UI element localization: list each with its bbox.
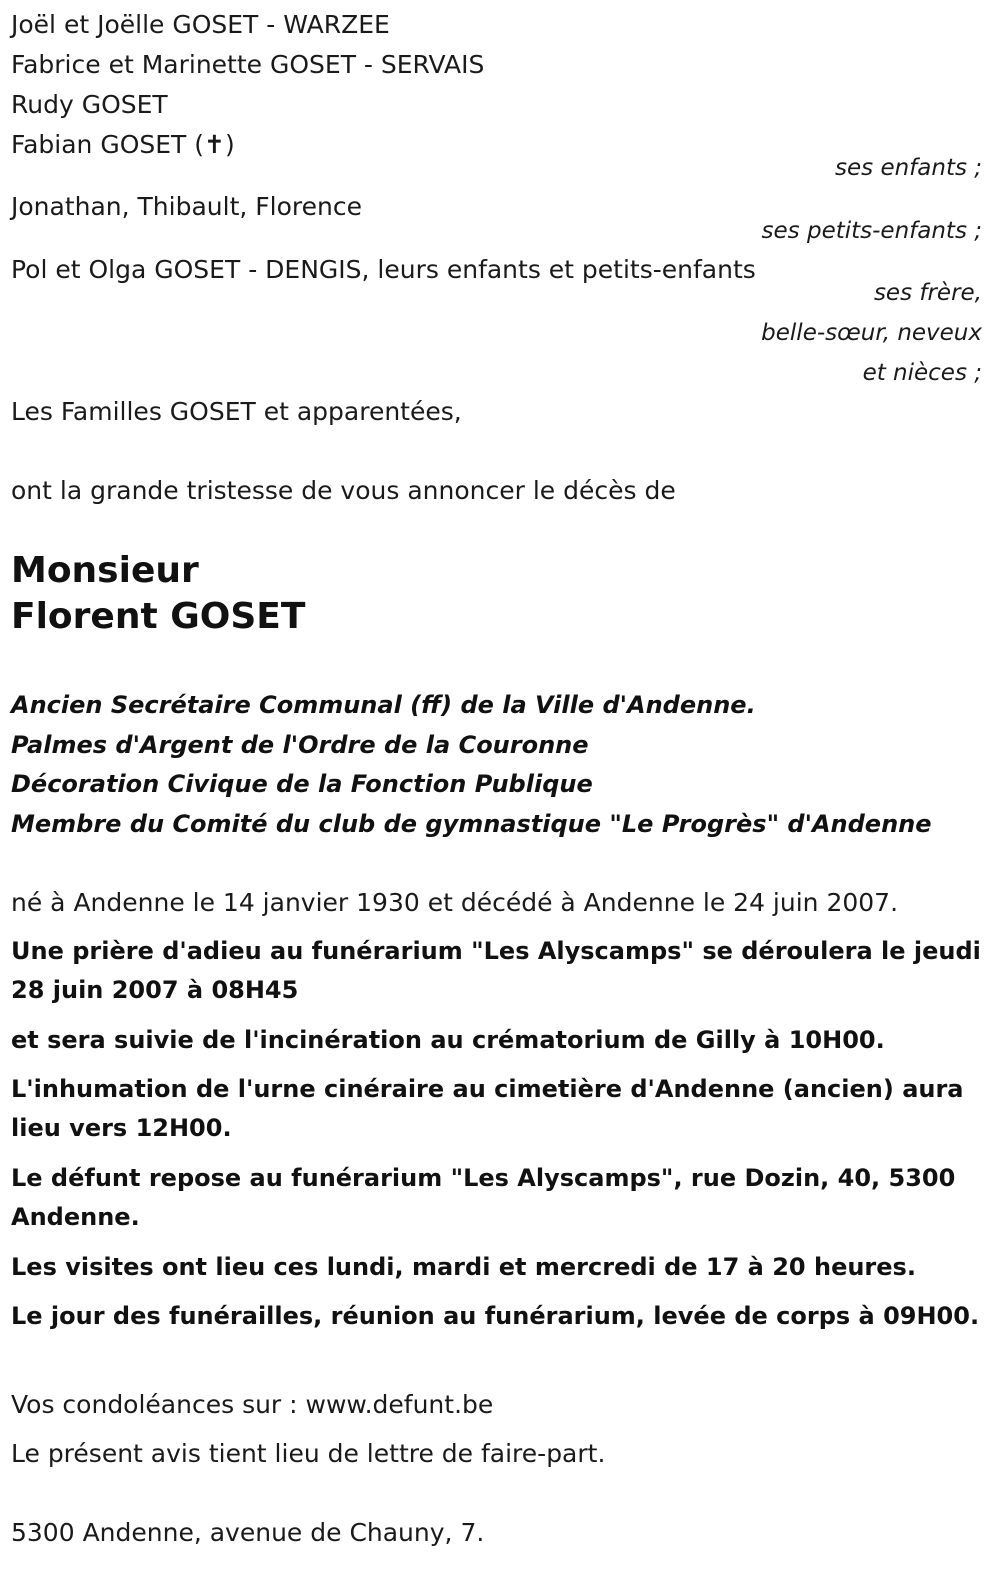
address-line: 5300 Andenne, avenue de Chauny, 7. (11, 1518, 485, 1547)
grandchildren-line: Jonathan, Thibault, Florence (11, 192, 362, 221)
children-role: ses enfants ; (835, 155, 982, 181)
ceremony-paragraph: Une prière d'adieu au funérarium "Les Alyscamps" se déroulera le jeudi 28 juin 2007 à 08H45 (11, 937, 981, 1004)
siblings-role: et nièces ; (862, 360, 982, 386)
ceremony-paragraph: Le défunt repose au funérarium "Les Alyscamps", rue Dozin, 40, 5300 Andenne. (11, 1164, 956, 1231)
ceremony-paragraph: Le jour des funérailles, réunion au funérarium, levée de corps à 09H00. (11, 1302, 980, 1330)
title-line: Membre du Comité du club de gymnastique "Le Progrès" d'Andenne (11, 810, 932, 838)
grandchildren-role: ses petits-enfants ; (761, 218, 982, 244)
deceased-honorific: Monsieur (11, 550, 199, 591)
birth-death: né à Andenne le 14 janvier 1930 et décédé à Andenne le 24 juin 2007. (11, 888, 899, 917)
siblings-role: ses frère, (873, 280, 982, 306)
child-line: Fabrice et Marinette GOSET - SERVAIS (11, 50, 485, 79)
ceremony-paragraph: L'inhumation de l'urne cinéraire au cimetière d'Andenne (ancien) aura lieu vers 12H00. (11, 1075, 964, 1142)
title-line: Palmes d'Argent de l'Ordre de la Couronne (11, 731, 589, 759)
deceased-name: Florent GOSET (11, 596, 306, 637)
families-line: Les Familles GOSET et apparentées, (11, 397, 462, 426)
ceremony-paragraph: Les visites ont lieu ces lundi, mardi et mercredi de 17 à 20 heures. (11, 1253, 916, 1281)
child-line: Rudy GOSET (11, 90, 168, 119)
announcement: ont la grande tristesse de vous annoncer le décès de (11, 476, 676, 505)
siblings-line: Pol et Olga GOSET - DENGIS, leurs enfants et petits-enfants (11, 255, 756, 284)
ceremony-paragraph: et sera suivie de l'incinération au crématorium de Gilly à 10H00. (11, 1026, 885, 1054)
condolences-line: Vos condoléances sur : www.defunt.be (11, 1390, 494, 1419)
child-line: Joël et Joëlle GOSET - WARZEE (11, 10, 390, 39)
notice-line: Le présent avis tient lieu de lettre de faire-part. (11, 1439, 606, 1468)
siblings-role: belle-sœur, neveux (761, 320, 982, 346)
child-line: Fabian GOSET (✝) (11, 130, 235, 159)
title-line: Ancien Secrétaire Communal (ff) de la Ville d'Andenne. (11, 691, 756, 719)
title-line: Décoration Civique de la Fonction Publique (11, 770, 593, 798)
